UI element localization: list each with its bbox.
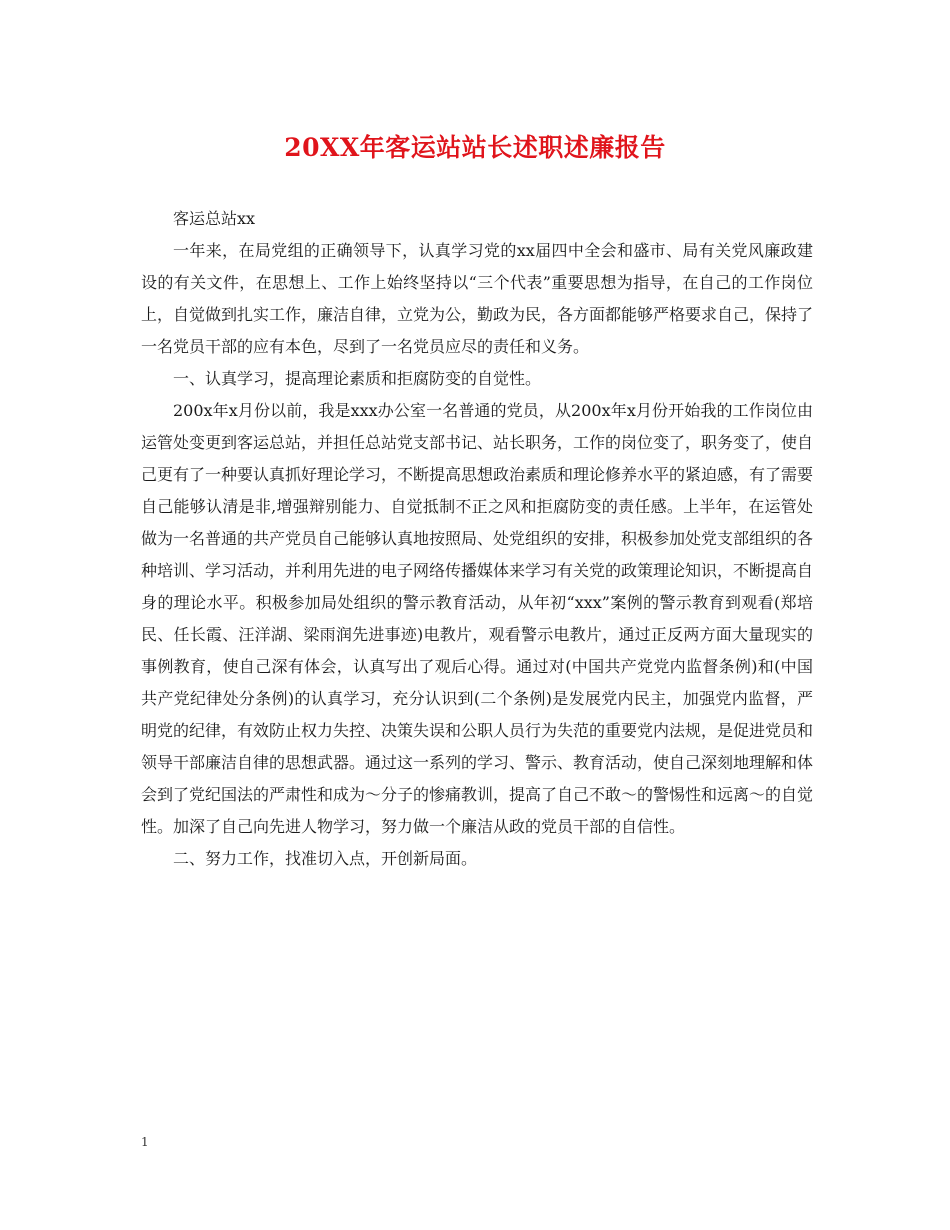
- section-heading-2: 二、努力工作，找准切入点，开创新局面。: [173, 849, 478, 868]
- paragraph-intro: 一年来，在局党组的正确领导下，认真学习党的xx届四中全会和盛市、局有关党风廉政建设的有关文件，在思想上、工作上始终坚持以“三个代表”重要思想为指导，在自己的工作岗位上，自觉做到扎实工作，廉洁自律，立党为公，勤政为民，各方面都能够严格要求自己，保持了一名党员干部的应有本色，尽到了一名党员应尽的责任和义务。: [141, 241, 814, 356]
- document-body: [141, 203, 813, 875]
- document-title: 20XX年客运站站长述职述廉报告: [284, 133, 666, 162]
- paragraph-author: 客运总站xx: [173, 209, 256, 228]
- paragraph-section-1: 200x年x月份以前，我是xxx办公室一名普通的党员，从200x年x月份开始我的工作岗位由运管处变更到客运总站，并担任总站党支部书记、站长职务，工作的岗位变了，职务变了，使自己更有了一种要认真抓好理论学习，不断提高思想政治素质和理论修养水平的紧迫感，有了需要自己能够认清是非,增强辩别能力、自觉抵制不正之风和拒腐防变的责任感。上半年，在运管处做为一名普通的共产党员自己能够认真地按照局、处党组织的安排，积极参加处党支部组织的各种培训、学习活动，并利用先进的电子网络传播媒体来学习有关党的政策理论知识，不断提高自身的理论水平。积极参加局处组织的警示教育活动，从年初“xxx”案例的警示教育到观看(郑培民、任长霞、汪洋湖、梁雨润先进事迹)电教片，观看警示电教片，通过正反两方面大量现实的事例教育，使自己深有体会，认真写出了观后心得。通过对(中国共产党党内监督条例)和(中国共产党纪律处分条例)的认真学习，充分认识到(二个条例)是发展党内民主，加强党内监督，严明党的纪律，有效防止权力失控、决策失误和公职人员行为失范的重要党内法规，是促进党员和领导干部廉洁自律的思想武器。通过这一系列的学习、警示、教育活动，使自己深刻地理解和体会到了党纪国法的严肃性和成为～分子的惨痛教训，提高了自己不敢～的警惕性和远离～的自觉性。加深了自己向先进人物学习，努力做一个廉洁从政的党员干部的自信性。: [141, 401, 814, 836]
- section-heading-1: 一、认真学习，提高理论素质和拒腐防变的自觉性。: [173, 369, 542, 388]
- page-number: 1: [141, 1135, 149, 1149]
